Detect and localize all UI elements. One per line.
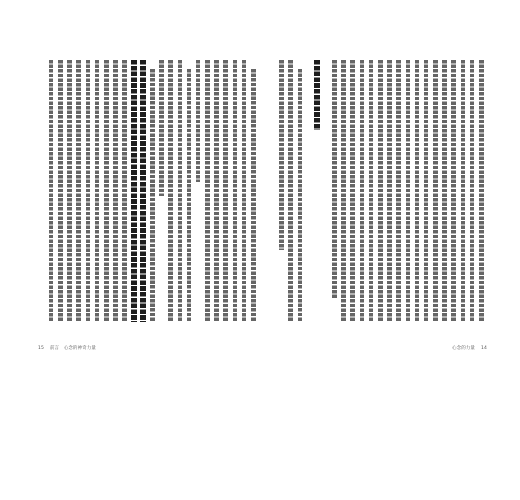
running-header: 前言 心念的神奇力量 [49,346,96,351]
text-column [240,60,249,328]
text-column [339,60,348,328]
text-column [175,60,184,328]
left-page-body [42,60,258,340]
text-column [203,60,212,328]
text-column [295,60,304,328]
text-column [348,60,357,328]
text-column [120,60,129,328]
text-column [93,60,102,328]
text-column [286,60,295,328]
text-column [47,60,56,328]
text-column [221,60,230,328]
text-column [394,60,403,328]
text-column [56,60,65,328]
text-column [249,60,258,328]
text-column [468,60,477,328]
text-column [422,60,431,328]
left-page-footer [38,345,102,351]
page-number: 15 [38,346,44,351]
text-column [357,60,366,328]
text-column [449,60,458,328]
text-column [185,60,194,328]
text-column [376,60,385,328]
text-column [111,60,120,328]
text-column [440,60,449,328]
text-column [65,60,74,328]
right-page-body [268,60,486,340]
text-column [194,60,203,328]
text-column [431,60,440,328]
text-column [277,60,286,328]
column-gap [305,60,313,328]
text-column [330,60,339,328]
text-column [148,60,157,328]
text-column [74,60,83,328]
text-column [403,60,412,328]
text-column [413,60,422,328]
section-heading [313,60,322,328]
emphasis-column [139,60,148,328]
column-gap [322,60,330,328]
right-page-footer [452,345,493,351]
text-column [102,60,111,328]
text-column [166,60,175,328]
page-number: 14 [481,346,487,351]
text-column [385,60,394,328]
text-column [367,60,376,328]
text-column [230,60,239,328]
text-column [157,60,166,328]
text-column [212,60,221,328]
text-column [458,60,467,328]
text-column [477,60,486,328]
emphasis-column [129,60,138,328]
text-column [83,60,92,328]
running-header: 心念的力量 [452,346,475,351]
